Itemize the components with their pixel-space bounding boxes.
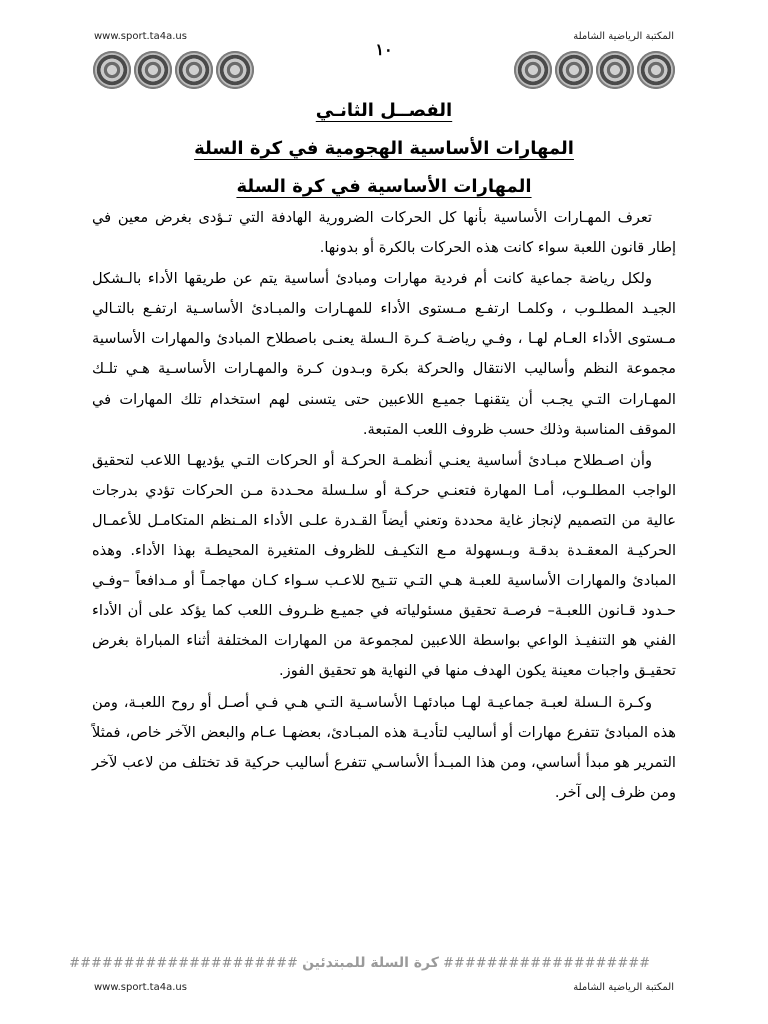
ornament-row-right [514,51,675,89]
ornament-icon [596,51,634,89]
paragraph: وكـرة الـسلة لعبـة جماعيـة لهـا مبادئهـا الأساسـية التـي هـي فـي أصـل أو روح اللعبـة، ومن هذه المبادئ تتفرع مهارات أو أساليب لتأديـة هذه المبـادئ، بعضهـا عـام والبعض الآخر خاص، فمثلاً التمرير هو مبدأ أساسي، ومن هذا المبـدأ الأساسـي تتفرع أساليب حركية قد تختلف من لاعب لآخر ومن ظرف إلى آخر. [92,693,676,801]
ornament-icon [175,51,213,89]
header-website: www.sport.ta4a.us [94,31,187,42]
footer-library: المكتبة الرياضية الشاملة [573,982,674,993]
footer-website: www.sport.ta4a.us [94,982,187,993]
heading-block [90,92,678,206]
footer-hashes-left: ##################### [69,956,298,971]
page-number: ١٠ [375,40,393,59]
header-library: المكتبة الرياضية الشاملة [573,31,674,42]
body-text [92,203,676,809]
chapter-heading: الفصــل الثانـي [315,100,453,121]
ornament-row-left [93,51,254,89]
paragraph: تعرف المهـارات الأساسية بأنها كل الحركات الضرورية الهادفة التي تـؤدى بغرض معين في إطار قانون اللعبة سواء كانت هذه الحركات بالكرة أو بدونها. [92,209,676,257]
paragraph: ولكل رياضة جماعية كانت أم فردية مهارات ومبادئ أساسية يتم عن طريقها الأداء بالـشكل الجيـد المطلـوب ، وكلمـا ارتفـع مـستوى الأداء للمهـارات والمبـادئ الأساسـية ارتفـع بالتـالي مـستوى الأداء العـام لهـا ، وفـي رياضـة كـرة الـسلة يعنـى باصطلاح المبادئ والمهارات الأساسية مجموعة النظم وأساليب الانتقال والحركة بكرة وبـدون كـرة والمهـارات الأساسـية هـي تلـك المهـارات التـي يجـب أن يتقنهـا جميـع اللاعبين حتى يتسنى لهم استخدام تلك المهارات في الموقف المناسبة وذلك حسب ظروف اللعب المتبعة. [92,270,676,438]
section-title: المهارات الأساسية في كرة السلة [236,176,532,197]
footer-hashes-right: ################### [443,956,650,971]
chapter-title: المهارات الأساسية الهجومية في كرة السلة [194,138,574,159]
footer-book-title: كرة السلة للمبتدئين [302,955,439,971]
footer-banner [69,955,650,971]
ornament-icon [93,51,131,89]
paragraph: وأن اصـطلاح مبـادئ أساسية يعنـي أنظمـة الحركـة أو الحركات التـي يؤديهـا اللاعب لتحقيق الواجب المطلـوب، أمـا المهارة فتعنـي حركـة أو سلـسلة محـددة مـن الحركات تؤدي بدرجات عالية من التصميم لإنجاز غاية محددة وتعني أيضاً القـدرة علـى الأداء المـنظم المتكامـل للأعمـال الحركيـة المعقـدة بدقـة وبـسهولة مـع التكيـف للظروف المتغيرة المحيطـة بهذا الأداء. وهذه المبادئ والمهارات الأساسية للعبـة هـي التـي تتـيح للاعـب سـواء كـان مهاجمـاً أو مـدافعاً –وفـي حـدود قـانون اللعبـة– فرصـة تحقيق مسئولياته في جميـع ظـروف اللعب كما يؤكد على أن الأداء الفني هو التنفيـذ الواعي بواسطة اللاعبين لمجموعة من المهارات المختلفة أثناء المباراة بغرض تحقيـق واجبات معينة يكون الهدف منها في النهاية هو تحقيق الفوز. [92,451,676,680]
ornament-icon [134,51,172,89]
ornament-icon [216,51,254,89]
ornament-icon [514,51,552,89]
ornament-icon [637,51,675,89]
ornament-icon [555,51,593,89]
